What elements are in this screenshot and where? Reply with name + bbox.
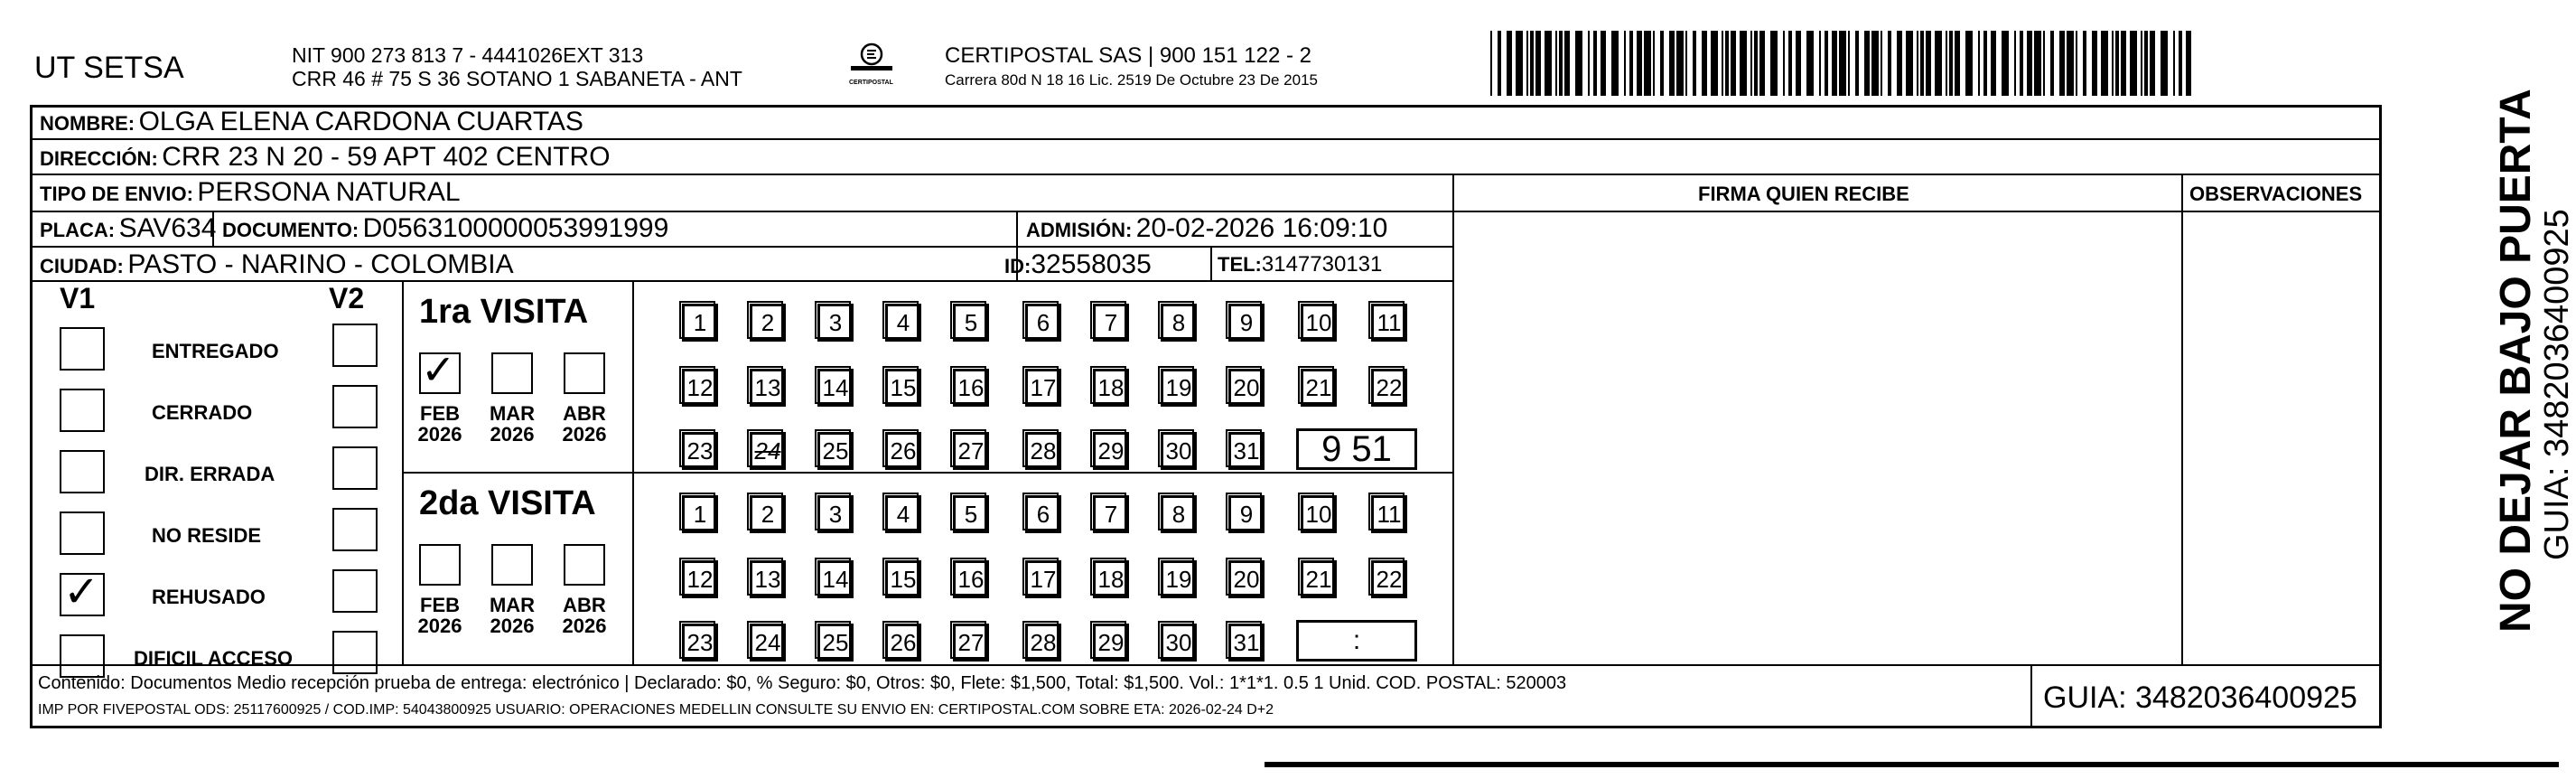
day-box[interactable] [682,304,718,342]
month-checkbox[interactable] [491,544,533,586]
month-label: ABR 2026 [562,594,607,638]
day-box[interactable] [1228,432,1265,470]
day-box[interactable] [750,624,786,662]
day-number: 9 [1239,308,1254,336]
month-label: MAR 2026 [489,594,536,638]
v2-checkbox[interactable] [332,569,378,613]
day-box[interactable] [817,624,854,662]
day-box[interactable] [1301,560,1337,598]
day-number: 22 [1376,565,1403,593]
v1-checkbox[interactable] [60,568,105,616]
visit-time-box[interactable]: : [1296,620,1417,662]
month-label: FEB 2026 [417,402,462,446]
day-number: 6 [1036,308,1050,336]
day-number: 18 [1097,565,1125,593]
day-box[interactable] [1093,304,1129,342]
nit-line: NIT 900 273 813 7 - 4441026EXT 313 [292,43,644,67]
tipo-envio-value: PERSONA NATURAL [197,177,461,207]
day-number: 12 [686,565,714,593]
day-number: 16 [957,565,985,593]
reason-label: CERRADO [152,401,253,424]
month-checkbox[interactable] [564,544,605,586]
month-checkbox[interactable] [419,544,461,586]
day-box[interactable] [1228,369,1265,407]
day-number: 31 [1233,628,1260,656]
day-box[interactable] [817,495,854,533]
day-number: 26 [890,436,917,465]
day-box[interactable] [1371,369,1407,407]
second-visit-title: 2da VISITA [419,484,596,522]
day-box[interactable] [682,560,718,598]
day-box[interactable] [1228,304,1265,342]
day-number: 10 [1305,308,1332,336]
day-number: 21 [1305,565,1332,593]
ciudad-value: PASTO - NARINO - COLOMBIA [127,249,514,279]
reason-label: DIFICIL ACCESO [134,647,294,670]
day-box[interactable] [1161,432,1197,470]
admision-label: ADMISIÓN: [1026,219,1133,241]
day-box[interactable] [1025,560,1061,598]
day-box[interactable] [1025,495,1061,533]
day-box[interactable] [1301,369,1337,407]
day-box[interactable] [817,304,854,342]
day-box[interactable] [1093,560,1129,598]
day-box[interactable] [953,624,989,662]
day-number: 2 [761,500,775,528]
day-number: 7 [1104,308,1118,336]
day-number: 24 [754,628,781,656]
day-number: 17 [1030,373,1057,401]
day-number: 3 [828,308,843,336]
day-box[interactable] [885,624,921,662]
day-box[interactable] [953,495,989,533]
month-checkbox[interactable] [564,352,605,394]
day-box[interactable] [885,495,921,533]
day-box[interactable] [817,369,854,407]
day-box[interactable] [1161,304,1197,342]
footer-print-line: IMP POR FIVEPOSTAL ODS: 25117600925 / COD.IMP: 54043800925 USUARIO: OPERACIONES MEDELLIN CONSULTE SU ENVIO EN: CERTIPOSTAL.COM SOBRE ETA: 2026-02-24 D+2 [38,702,1274,718]
day-number: 19 [1165,373,1192,401]
v2-label: V2 [329,282,365,314]
day-number: 9 [1239,500,1254,528]
day-number: 17 [1030,565,1057,593]
day-box[interactable] [885,432,921,470]
day-box[interactable] [1093,624,1129,662]
visit-time-box[interactable]: 9 51 [1296,428,1417,470]
day-box[interactable] [682,495,718,533]
placa-label: PLACA: [40,219,116,241]
day-number: 23 [686,436,714,465]
day-number: 21 [1305,373,1332,401]
day-box[interactable] [682,624,718,662]
tel-label: TEL: [1218,253,1262,276]
day-box[interactable] [1228,624,1265,662]
firma-label: FIRMA QUIEN RECIBE [1698,183,1909,205]
day-number: 3 [828,500,843,528]
day-number: 12 [686,373,714,401]
day-number: 1 [693,308,707,336]
day-box[interactable] [1161,495,1197,533]
side-guia: GUIA: 3482036400925 [2538,209,2576,560]
day-box[interactable] [1093,495,1129,533]
day-number: 6 [1036,500,1050,528]
day-number: 11 [1377,308,1402,336]
v2-checkbox[interactable] [332,446,378,490]
day-number: 8 [1171,500,1186,528]
reason-label: REHUSADO [152,586,266,608]
day-box[interactable] [1161,369,1197,407]
footer-content-line: Contenido: Documentos Medio recepción prueba de entrega: electrónico | Declarado: $0, % Seguro: $0, Otros: $0, Flete: $1,500, Total: $1,500. Vol.: 1*1*1. 0.5 1 Unid. COD. POSTAL: 520003 [38,673,1567,693]
day-number: 26 [890,628,917,656]
day-number: 25 [822,628,849,656]
id-label: ID: [1004,255,1031,277]
day-box[interactable] [953,304,989,342]
day-box[interactable] [1093,432,1129,470]
day-number: 4 [896,308,910,336]
reason-label: DIR. ERRADA [145,463,275,485]
day-box[interactable] [885,560,921,598]
v2-checkbox[interactable] [332,631,378,674]
day-number: 19 [1165,565,1192,593]
day-box[interactable] [953,560,989,598]
day-number: 29 [1097,628,1125,656]
day-box[interactable] [1371,304,1407,342]
certipostal-logo [849,42,894,78]
v1-label: V1 [60,282,96,314]
admision-value: 20-02-2026 16:09:10 [1135,213,1388,243]
day-number: 27 [957,436,985,465]
v2-checkbox[interactable] [332,385,378,428]
direccion-label: DIRECCIÓN: [40,147,158,170]
v1-checkbox[interactable] [60,512,105,555]
day-number: 14 [822,373,849,401]
day-number: 31 [1233,436,1260,465]
reason-label: ENTREGADO [152,340,279,362]
day-number: 13 [754,565,781,593]
v1-checkbox[interactable] [60,327,105,371]
day-number: 7 [1104,500,1118,528]
day-box[interactable] [750,304,786,342]
day-number: 29 [1097,436,1125,465]
day-number: 20 [1233,565,1260,593]
scan-edge [1265,762,2559,767]
certipostal-line1: CERTIPOSTAL SAS | 900 151 122 - 2 [945,43,1311,68]
day-box[interactable] [750,495,786,533]
day-number: 11 [1377,500,1402,528]
tel-value: 3147730131 [1261,252,1383,277]
day-box[interactable] [1025,624,1061,662]
day-box[interactable] [1301,304,1337,342]
day-number: 28 [1030,628,1057,656]
direccion-value: CRR 23 N 20 - 59 APT 402 CENTRO [162,142,611,172]
month-checkbox[interactable] [419,346,461,394]
day-number: 1 [693,500,707,528]
first-visit-title: 1ra VISITA [419,293,589,331]
day-box[interactable] [953,432,989,470]
day-number: 22 [1376,373,1403,401]
day-box[interactable] [750,369,786,407]
day-box[interactable] [1161,624,1197,662]
day-number: 8 [1171,308,1186,336]
observaciones-label: OBSERVACIONES [2189,183,2363,205]
barcode [1490,31,2204,96]
day-number: 2 [761,308,775,336]
day-number: 4 [896,500,910,528]
day-number: 15 [890,373,917,401]
day-box[interactable] [1161,560,1197,598]
no-dejar-warning: NO DEJAR BAJO PUERTA [2492,89,2540,633]
nombre-value: OLGA ELENA CARDONA CUARTAS [138,107,583,136]
logo-text: CERTIPOSTAL [849,80,893,86]
check-mark-icon: ✓ [421,346,456,393]
day-number: 16 [957,373,985,401]
day-number: 20 [1233,373,1260,401]
day-number: 30 [1165,628,1192,656]
day-box[interactable] [750,560,786,598]
day-number: 27 [957,628,985,656]
id-value: 32558035 [1031,249,1152,279]
placa-value: SAV634 [118,213,217,243]
day-number: 15 [890,565,917,593]
day-box[interactable] [1228,560,1265,598]
day-box[interactable] [885,304,921,342]
v1-checkbox[interactable] [60,450,105,493]
day-number: 10 [1305,500,1332,528]
month-label: FEB 2026 [417,594,462,638]
day-box[interactable] [682,432,718,470]
day-box[interactable] [1371,560,1407,598]
day-number: 18 [1097,373,1125,401]
day-box[interactable] [1371,495,1407,533]
tipo-envio-label: TIPO DE ENVIO: [40,183,193,205]
v2-checkbox[interactable] [332,324,378,367]
certipostal-line2: Carrera 80d N 18 16 Lic. 2519 De Octubre 23 De 2015 [945,71,1318,89]
footer-guia: GUIA: 3482036400925 [2043,680,2357,715]
day-box[interactable] [682,369,718,407]
day-box[interactable] [1025,432,1061,470]
documento-label: DOCUMENTO: [222,219,359,241]
day-box[interactable] [1025,369,1061,407]
month-checkbox[interactable] [491,352,533,394]
day-box[interactable] [817,432,854,470]
v1-checkbox[interactable] [60,634,105,678]
check-mark-icon: ✓ [63,568,100,616]
company-name: UT SETSA [34,51,184,85]
day-box[interactable] [1228,495,1265,533]
day-box[interactable] [953,369,989,407]
day-box[interactable] [750,432,786,470]
day-box[interactable] [817,560,854,598]
day-box[interactable] [1301,495,1337,533]
day-number: 24 [754,436,781,465]
reason-label: NO RESIDE [152,524,262,547]
day-number: 5 [964,500,978,528]
address-line: CRR 46 # 75 S 36 SOTANO 1 SABANETA - ANT [292,67,742,90]
day-number: 23 [686,628,714,656]
v2-checkbox[interactable] [332,508,378,551]
day-number: 30 [1165,436,1192,465]
day-number: 25 [822,436,849,465]
v1-checkbox[interactable] [60,389,105,432]
nombre-label: NOMBRE: [40,112,135,135]
month-label: MAR 2026 [489,402,536,446]
day-box[interactable] [885,369,921,407]
day-box[interactable] [1025,304,1061,342]
day-number: 13 [754,373,781,401]
ciudad-label: CIUDAD: [40,255,124,277]
day-number: 28 [1030,436,1057,465]
day-box[interactable] [1093,369,1129,407]
day-number: 5 [964,308,978,336]
day-number: 14 [822,565,849,593]
documento-value: D0563100000053991999 [362,213,669,243]
month-label: ABR 2026 [562,402,607,446]
